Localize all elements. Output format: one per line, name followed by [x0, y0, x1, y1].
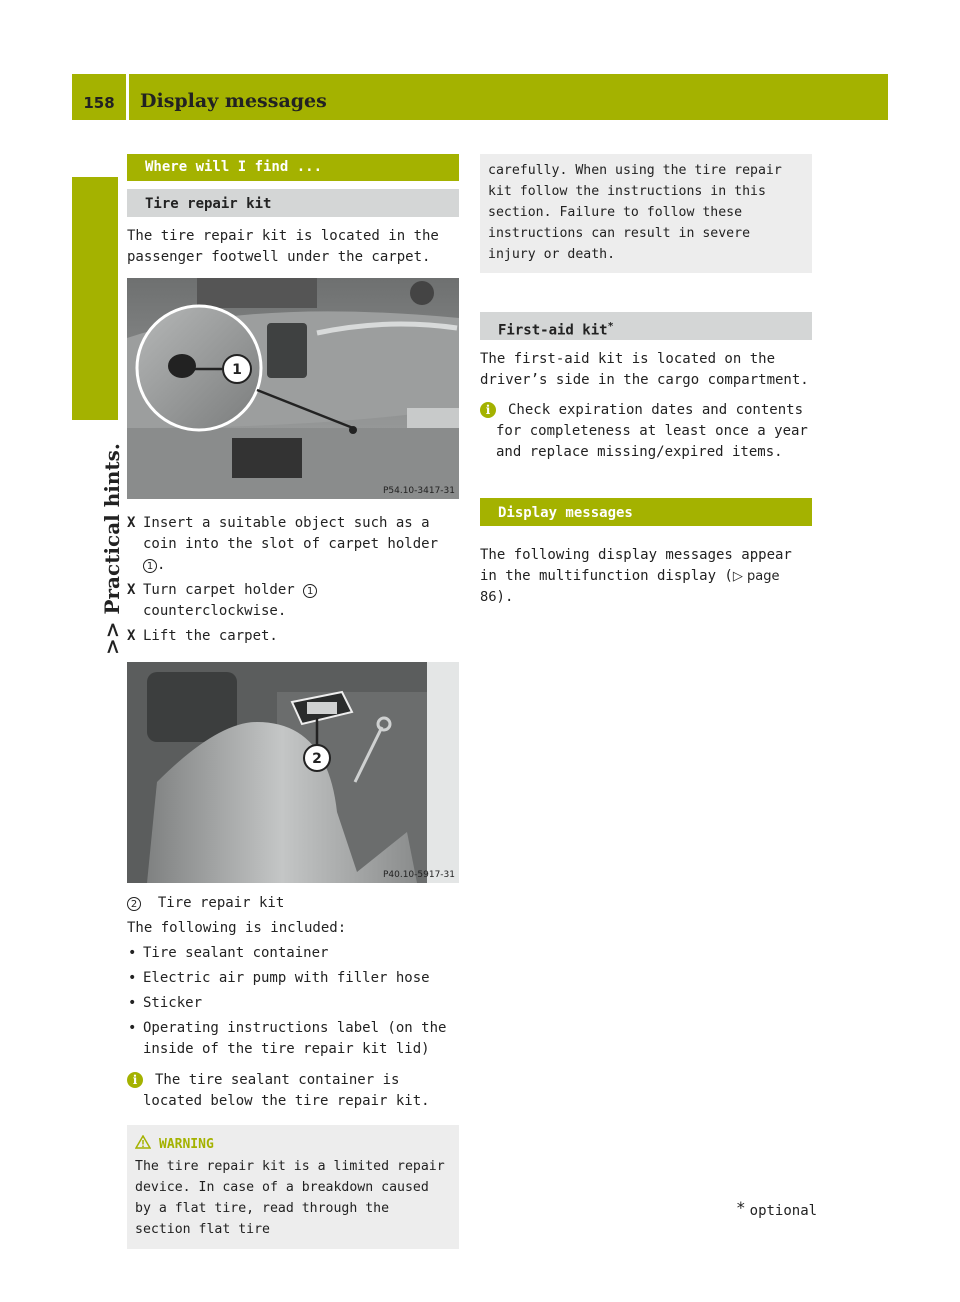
list-item: • Electric air pump with filler hose [128, 970, 430, 986]
warning-box [127, 1125, 459, 1249]
callout-1-icon: 1 [143, 559, 157, 573]
photo-carpet-tire-kit [127, 662, 459, 883]
info-icon: i [480, 402, 496, 418]
chapter-label: >> Practical hints. [100, 443, 124, 655]
page-header [72, 74, 888, 120]
right-column [480, 154, 812, 608]
header-title: Display messages [140, 90, 327, 112]
first-aid-info: i Check expiration dates and contents for completeness at least once a year and replace missing/expired items. [480, 400, 812, 463]
left-column [127, 154, 459, 1249]
photo1-caption: P54.10-3417-31 [382, 486, 455, 496]
footer-optional-note: * optional [736, 1198, 818, 1219]
warning-header: WARNING [135, 1133, 451, 1152]
callout-2-icon: 2 [127, 897, 141, 911]
step-item: X Turn carpet holder 1 counterclockwise. [127, 580, 459, 622]
included-heading: The following is included: [127, 920, 347, 936]
step-item: X Lift the carpet. [127, 628, 278, 644]
photo-dashboard-illustration [127, 278, 459, 499]
photo2-callout: 2 [312, 751, 322, 767]
steps-list [127, 513, 459, 647]
photo-dashboard-footwell [127, 278, 459, 499]
warning-triangle-icon [135, 1135, 151, 1149]
header-divider [126, 74, 129, 120]
optional-star: * [607, 321, 614, 332]
list-item: • Sticker [128, 995, 203, 1011]
list-item: • Tire sealant container [128, 945, 329, 961]
warning-box-continued [480, 154, 812, 273]
info-note: i The tire sealant container is located below the tire repair kit. [127, 1070, 459, 1112]
warning-text: The tire repair kit is a limited repair device. In case of a breakdown caused by a flat tire, read through the section flat tire [135, 1159, 445, 1237]
page-number: 158 [83, 94, 115, 112]
page-reference-link[interactable]: ▷ page 86 [480, 569, 780, 605]
section-bar-display-messages: Display messages [480, 498, 812, 526]
legend-item: 2 Tire repair kit [127, 893, 459, 914]
first-aid-text: The first-aid kit is located on the driver’s side in the cargo compartment. [480, 351, 809, 388]
photo2-caption: P40.10-5917-31 [382, 870, 455, 880]
warning-continued-text: carefully. When using the tire repair kit follow the instructions in this section. Failure to follow these instructions can result in severe injury or death. [488, 163, 782, 262]
list-item: • Operating instructions label (on the inside of the tire repair kit lid) [128, 1020, 447, 1057]
step-item: X Insert a suitable object such as a coin into the slot of carpet holder 1 . [127, 515, 439, 573]
info-icon: i [127, 1072, 143, 1088]
intro-text: The tire repair kit is located in the passenger footwell under the carpet. [127, 228, 439, 265]
display-messages-text: The following display messages appear in the multifunction display (▷ page 86). [480, 547, 792, 605]
subsection-bar-first-aid: First-aid kit* [480, 312, 812, 340]
callout-1-icon: 1 [303, 584, 317, 598]
photo-carpet-illustration [127, 662, 459, 883]
section-bar-where: Where will I find ... [127, 154, 459, 181]
photo1-callout: 1 [232, 362, 242, 378]
included-list [127, 943, 459, 1060]
subsection-bar-tire-repair: Tire repair kit [127, 189, 459, 217]
